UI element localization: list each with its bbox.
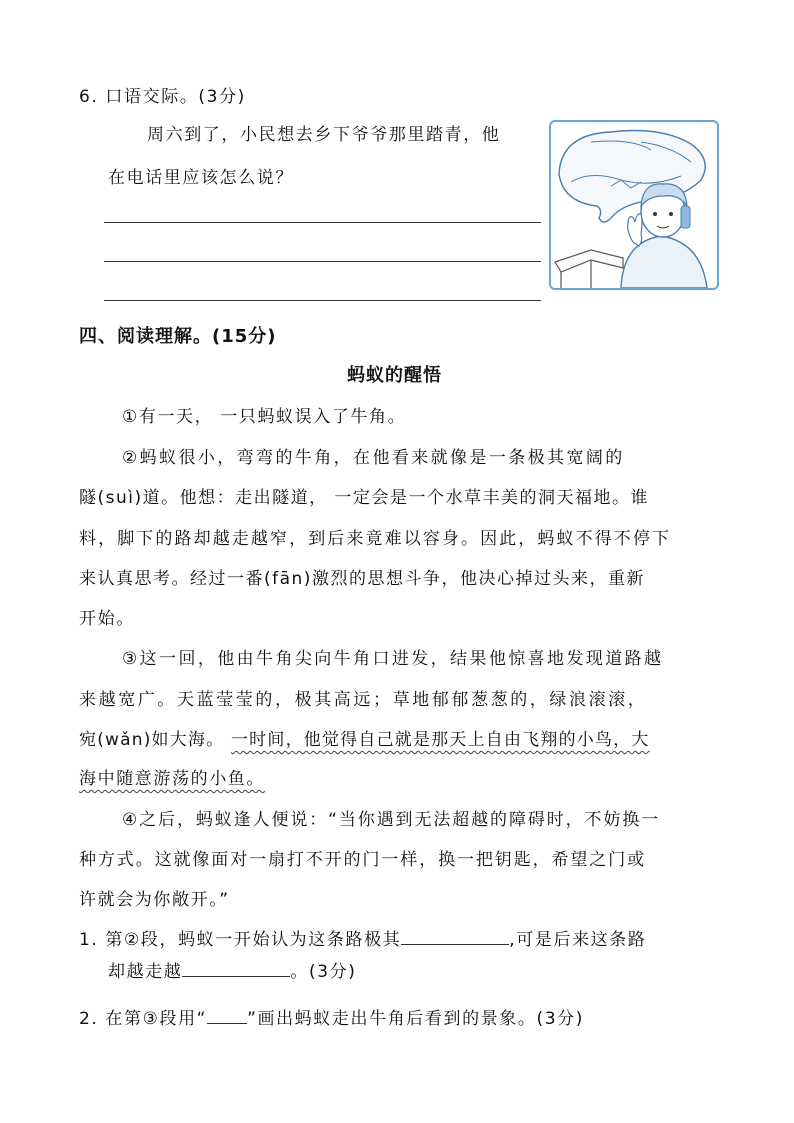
question-2-text-a: 2. 在第③段用“ <box>79 1009 208 1029</box>
passage-para3-line3 <box>79 725 650 750</box>
wavy-underlined-sentence: 一时间，他觉得自己就是那天上自由飞翔的小鸟，大 <box>230 730 650 750</box>
passage-para3-line2: 来越宽广。天蓝莹莹的，极其高远；草地郁郁葱葱的，绿浪滚滚， <box>79 690 648 710</box>
boy-phone-illustration <box>549 120 719 290</box>
passage-para2-line2: 隧(suì)道。他想：走出隧道， 一定会是一个水草丰美的洞天福地。谁 <box>79 488 650 508</box>
passage-para2-line5: 开始。 <box>79 609 135 629</box>
passage-para2-line1: ②蚂蚁很小，弯弯的牛角，在他看来就像是一条极其宽阔的 <box>122 448 625 468</box>
passage-para4-line3: 许就会为你敞开。” <box>79 890 230 910</box>
section4-heading: 四、阅读理解。(15分) <box>79 326 277 347</box>
boy-phone-icon <box>551 122 717 288</box>
passage-para3-line4 <box>79 764 265 789</box>
passage-para4-line2: 种方式。这就像面对一扇打不开的门一样，换一把钥匙，希望之门或 <box>79 850 646 870</box>
passage-para2-line4: 来认真思考。经过一番(fān)激烈的思想斗争，他决心掉过头来，重新 <box>79 569 645 589</box>
question-1-line1 <box>79 925 646 950</box>
q2-underline-sample <box>207 1006 247 1024</box>
q6-heading: 6. 口语交际。(3分) <box>79 87 246 107</box>
question-1-text-a: 1. 第②段，蚂蚁一开始认为这条路极其 <box>79 930 402 950</box>
q6-text-line1: 周六到了，小民想去乡下爷爷那里踏青，他 <box>147 125 501 145</box>
passage-para2-line3: 料，脚下的路却越走越窄，到后来竟难以容身。因此，蚂蚁不得不停下 <box>79 529 672 549</box>
passage-para4-line1: ④之后，蚂蚁逢人便说：“当你遇到无法超越的障碍时，不妨换一 <box>122 810 661 830</box>
wavy-underlined-sentence-end: 海中随意游荡的小鱼。 <box>79 769 265 789</box>
question-2 <box>79 1004 584 1029</box>
answer-line-3[interactable] <box>104 300 541 301</box>
question-1-text-b: ,可是后来这条路 <box>509 930 647 950</box>
question-2-text-b: ”画出蚂蚁走出牛角后看到的景象。(3分) <box>247 1009 584 1029</box>
answer-line-2[interactable] <box>104 261 541 262</box>
q1-blank-2[interactable] <box>182 959 290 977</box>
q6-text-line2: 在电话里应该怎么说？ <box>108 168 294 188</box>
question-1-text-d: 。(3分) <box>290 962 357 982</box>
passage-para3-line3-plain: 宛(wǎn)如大海。 <box>79 730 231 750</box>
question-1-text-c: 却越走越 <box>108 962 183 982</box>
passage-para1: ①有一天， 一只蚂蚁误入了牛角。 <box>122 407 407 427</box>
passage-para3-line1: ③这一回，他由牛角尖向牛角口进发，结果他惊喜地发现道路越 <box>122 649 664 669</box>
passage-title: 蚂蚁的醒悟 <box>347 365 442 386</box>
question-1-line2 <box>108 957 357 982</box>
q1-blank-1[interactable] <box>401 927 509 945</box>
answer-line-1[interactable] <box>104 222 541 223</box>
